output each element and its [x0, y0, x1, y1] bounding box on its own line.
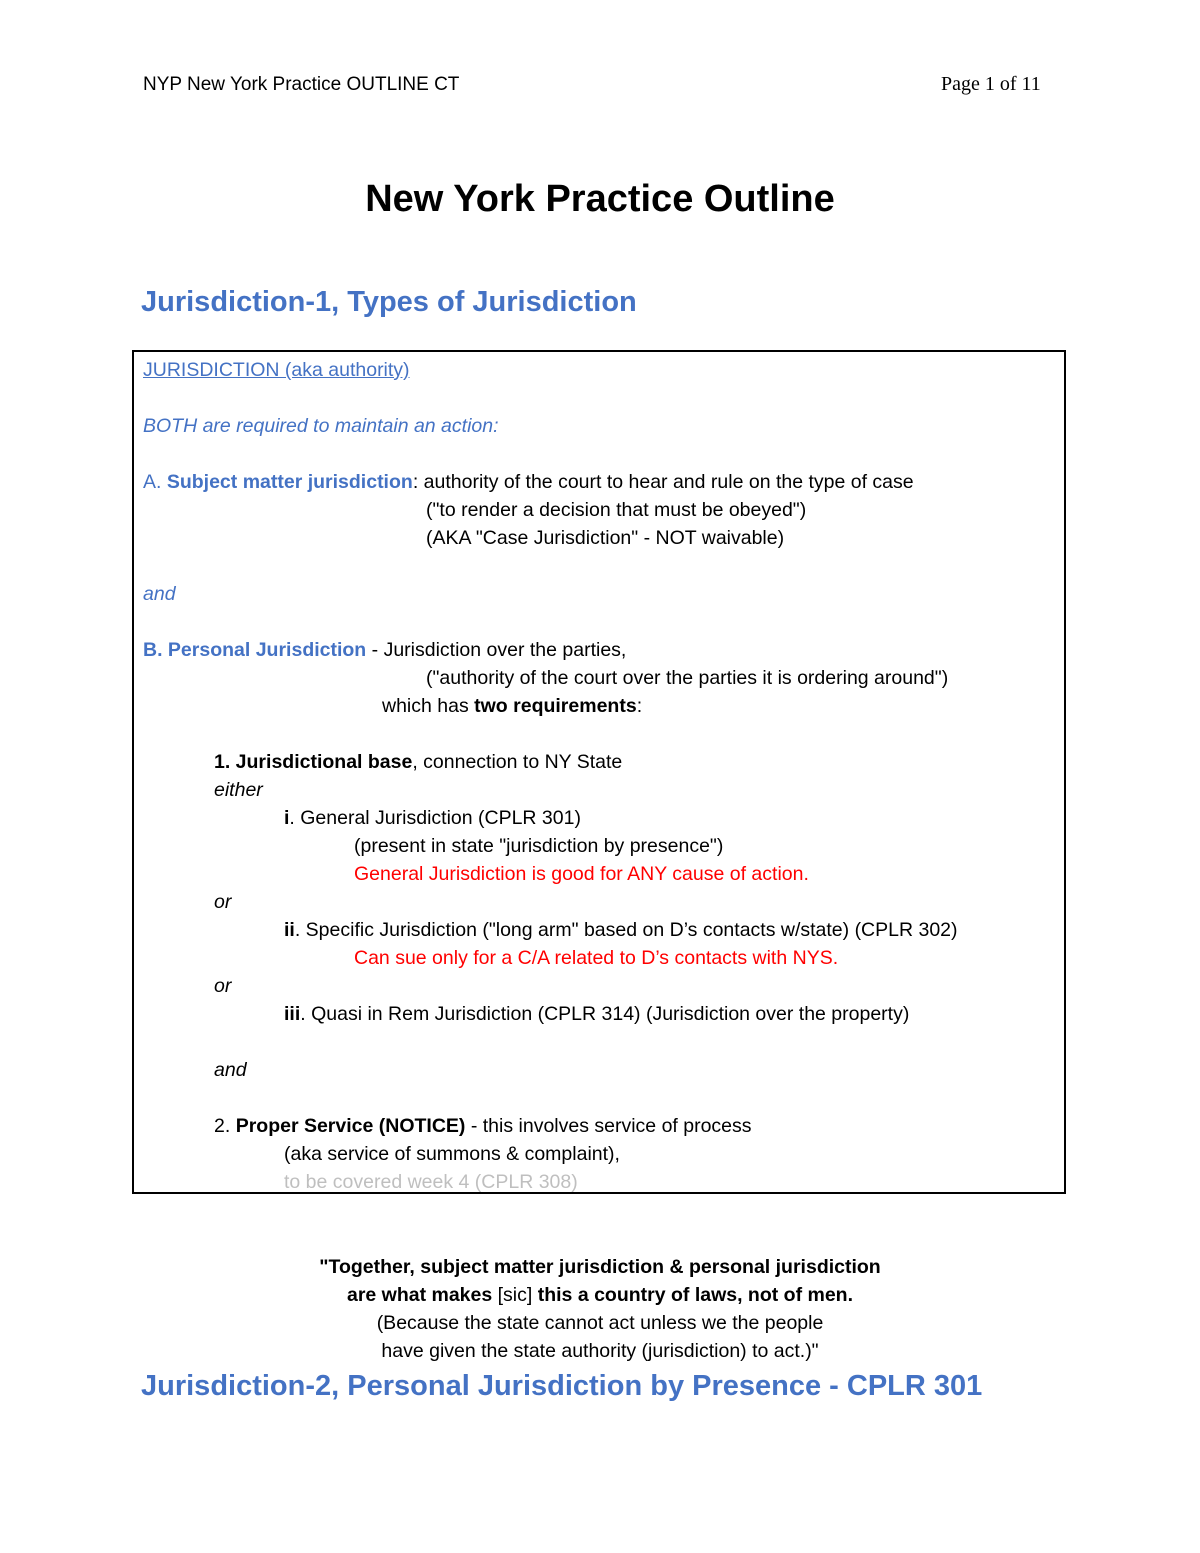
- two-requirements-bold: two requirements: [474, 695, 637, 717]
- quote-line-1: "Together, subject matter jurisdiction & personal jurisdiction: [319, 1256, 881, 1278]
- specific-jurisdiction-note: Can sue only for a C/A related to D’s contacts with NYS.: [354, 947, 839, 969]
- subject-matter-term: Subject matter jurisdiction: [166, 471, 413, 493]
- proper-service-term: Proper Service (NOTICE): [235, 1115, 466, 1137]
- personal-jurisdiction-term: B. Personal Jurisdiction: [143, 639, 367, 661]
- header-page-number: Page 1 of 11: [941, 73, 1041, 95]
- specific-jurisdiction-line: [284, 918, 958, 942]
- quote-line-2: [0, 1281, 1200, 1309]
- page-title: New York Practice Outline: [365, 178, 835, 220]
- quote-line-3: (Because the state cannot act unless we the people: [376, 1312, 824, 1334]
- jurisdictional-base-term: 1. Jurisdictional base: [214, 751, 413, 773]
- box-heading: JURISDICTION (aka authority): [143, 359, 410, 381]
- two-requirements-line: [382, 694, 642, 718]
- requirement-1-line: [214, 750, 622, 774]
- two-requirements-pre: which has: [382, 695, 475, 717]
- specific-jurisdiction-text: . Specific Jurisdiction ("long arm" based on D’s contacts w/state) (CPLR 302): [294, 919, 958, 941]
- quasi-in-rem-line: [284, 1002, 909, 1026]
- general-jurisdiction-text: . General Jurisdiction (CPLR 301): [289, 807, 581, 829]
- service-aka-line: (aka service of summons & complaint),: [284, 1143, 620, 1165]
- general-jurisdiction-numeral: i: [284, 807, 290, 829]
- jurisdiction-definition-box: [132, 350, 1066, 1194]
- both-required-text: BOTH are required to maintain an action:: [143, 415, 499, 437]
- or-connector-1: or: [214, 891, 232, 913]
- header-document-name: NYP New York Practice OUTLINE CT: [143, 74, 460, 95]
- quote-line-2-end: this a country of laws, not of men.: [532, 1284, 854, 1306]
- general-jurisdiction-note: General Jurisdiction is good for ANY cause of action.: [354, 863, 809, 885]
- section-heading-jurisdiction-1: Jurisdiction-1, Types of Jurisdiction: [141, 286, 637, 318]
- personal-jurisdiction-definition: - Jurisdiction over the parties,: [366, 639, 627, 661]
- subject-matter-definition: : authority of the court to hear and rule on the type of case: [412, 471, 914, 493]
- item-a-prefix: A.: [143, 471, 167, 493]
- two-requirements-post: :: [636, 695, 643, 717]
- proper-service-rest: - this involves service of process: [465, 1115, 752, 1137]
- or-connector-2: or: [214, 975, 232, 997]
- general-jurisdiction-presence: (present in state "jurisdiction by presence"): [354, 835, 724, 857]
- and-connector-1: and: [143, 583, 176, 605]
- requirement-2-line: [214, 1114, 752, 1138]
- quote-line-4: have given the state authority (jurisdiction) to act.)": [381, 1340, 819, 1362]
- section-heading-jurisdiction-2: Jurisdiction-2, Personal Jurisdiction by Presence - CPLR 301: [141, 1370, 983, 1402]
- either-connector: either: [214, 779, 263, 801]
- subject-matter-line: [143, 470, 914, 494]
- quasi-in-rem-text: . Quasi in Rem Jurisdiction (CPLR 314) (Jurisdiction over the property): [300, 1003, 910, 1025]
- requirement-2-number: 2.: [214, 1115, 236, 1137]
- quasi-in-rem-numeral: iii: [284, 1003, 301, 1025]
- subject-matter-quote: ("to render a decision that must be obeyed"): [426, 499, 807, 521]
- covered-week-note: to be covered week 4 (CPLR 308): [284, 1171, 578, 1193]
- general-jurisdiction-line: [284, 806, 581, 830]
- personal-jurisdiction-line: [143, 638, 626, 662]
- jurisdictional-base-rest: , connection to NY State: [412, 751, 623, 773]
- quote-sic: [sic]: [497, 1284, 533, 1306]
- quote-line-2-start: are what makes: [346, 1284, 498, 1306]
- and-connector-2: and: [214, 1059, 247, 1081]
- personal-jurisdiction-quote: ("authority of the court over the parties it is ordering around"): [426, 667, 949, 689]
- subject-matter-aka: (AKA "Case Jurisdiction" - NOT waivable): [426, 527, 785, 549]
- specific-jurisdiction-numeral: ii: [284, 919, 295, 941]
